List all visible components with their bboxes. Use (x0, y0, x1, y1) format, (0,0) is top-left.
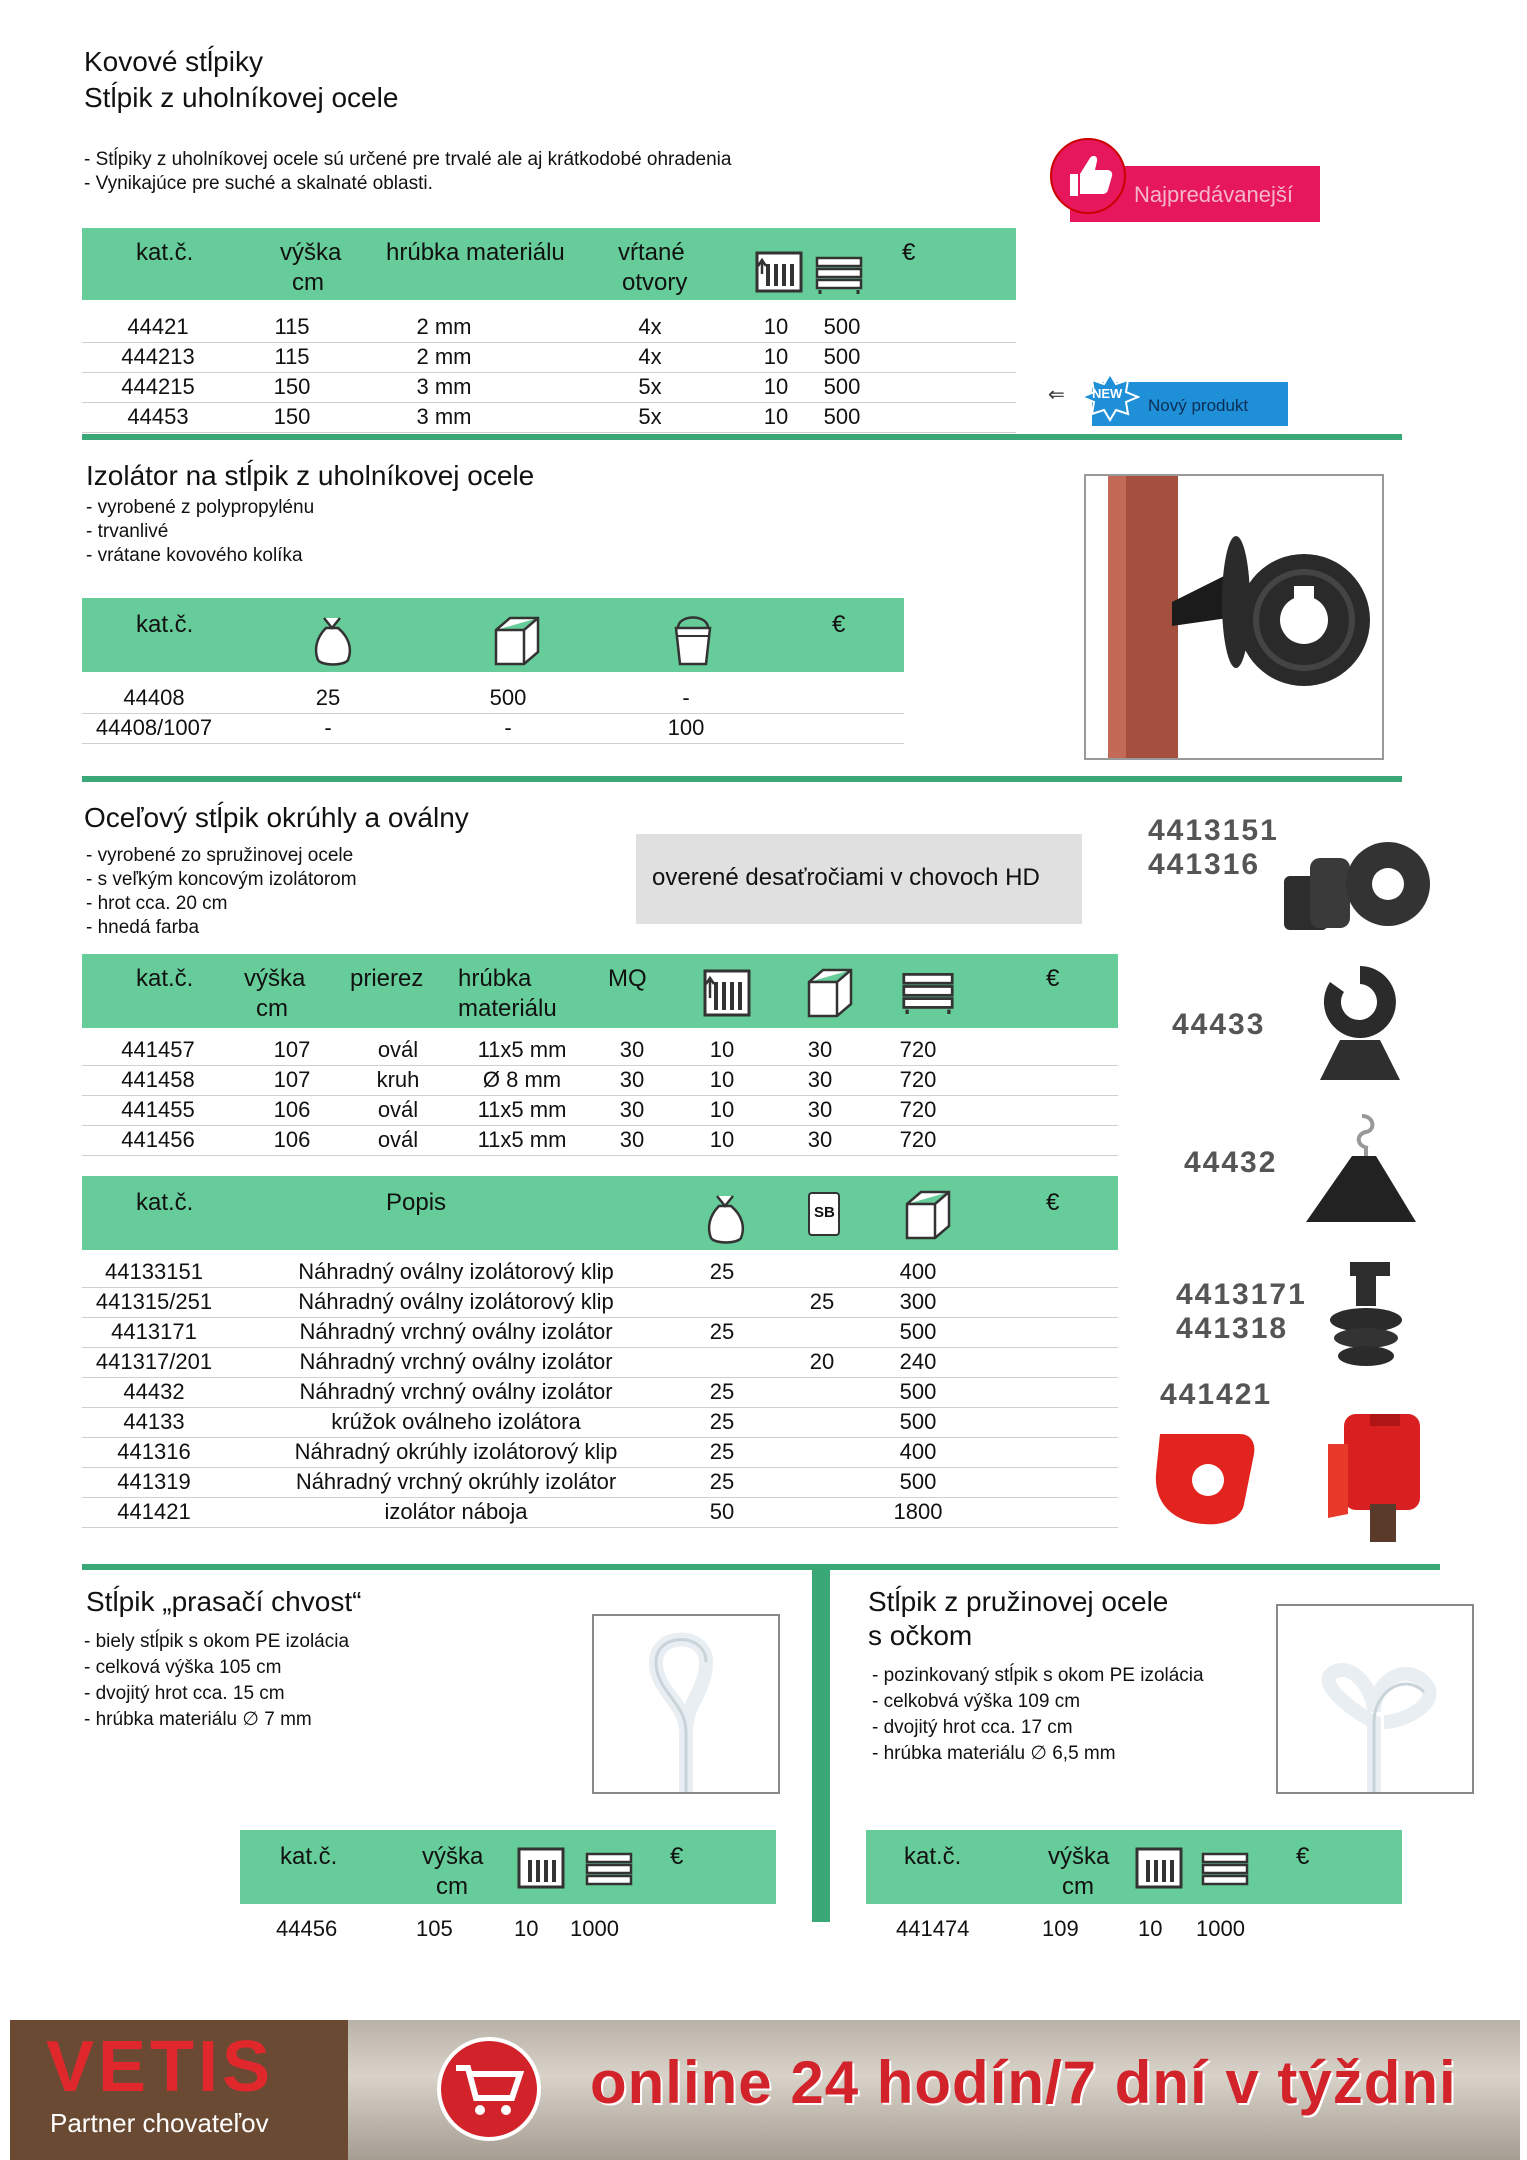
s3r-cell: 441457 (121, 1037, 195, 1062)
s5-pieces: 10 (1138, 1916, 1163, 1941)
s3p-row (82, 1497, 1118, 1528)
s1r-cell: 10 (763, 374, 789, 399)
s1r-cell: 500 (823, 404, 861, 429)
s3p-cell: Náhradný vrchný okrúhly izolátor (295, 1469, 617, 1494)
s3p-cell: 500 (899, 1409, 937, 1434)
header-price: € (1046, 1189, 1060, 1216)
s4-cat: 44456 (276, 1916, 338, 1941)
s1r-row (82, 312, 1016, 343)
new-product-badge (1048, 372, 1288, 432)
s1r-cell: 500 (823, 344, 861, 369)
section2-desc-2: - trvanlivé (86, 521, 169, 542)
s1r-cell: 444215 (121, 374, 195, 399)
s3p-cell: 300 (899, 1289, 937, 1314)
s2r-cell: 44408 (123, 685, 185, 710)
header-thickness: hrúbka (458, 965, 532, 992)
s3r-cell: 30 (807, 1067, 833, 1092)
footer-tagline: Partner chovateľov (50, 2108, 269, 2138)
s3p-cell: 240 (899, 1349, 937, 1374)
section4-desc-4: - hrúbka materiálu ∅ 7 mm (84, 1709, 312, 1730)
s3r-cell: 10 (709, 1067, 735, 1092)
s3r-cell: 10 (709, 1037, 735, 1062)
section-divider-3 (82, 1564, 1440, 1570)
shopping-cart-icon[interactable] (434, 2034, 544, 2144)
header-height: výška (422, 1843, 484, 1870)
header-cat: kat.č. (280, 1843, 338, 1870)
oval-top-insulator-image (1310, 1256, 1420, 1376)
pieces-bundle-icon (1134, 1846, 1184, 1890)
header-description: Popis (386, 1189, 447, 1216)
s1r-cell: 4x (638, 344, 662, 369)
pallet-icon (898, 970, 958, 1014)
s3p-row (82, 1407, 1118, 1438)
s3r-cell: ovál (377, 1097, 419, 1122)
s2r-cell: - (504, 715, 512, 740)
proven-note-text: overené desaťročiami v chovoch HD (652, 864, 1040, 891)
s3p-row (82, 1317, 1118, 1348)
s3p-cell: Náhradný oválny izolátorový klip (298, 1289, 614, 1314)
header-height-unit: cm (256, 995, 288, 1022)
s3r-cell: 720 (899, 1127, 937, 1152)
s1r-cell: 10 (763, 344, 789, 369)
pallet-icon (814, 254, 864, 294)
bestseller-badge (1048, 136, 1320, 226)
s3p-cell: 1800 (893, 1499, 943, 1524)
s1r-cell: 2 mm (416, 344, 472, 369)
header-cat: kat.č. (136, 239, 194, 266)
img-label-44433: 44433 (1172, 1008, 1266, 1041)
s3r-cell: 30 (807, 1037, 833, 1062)
header-height-unit: cm (1062, 1873, 1094, 1900)
s1r-cell: 500 (823, 374, 861, 399)
header-height-unit: cm (292, 269, 324, 296)
s3r-cell: 30 (619, 1067, 645, 1092)
section1-desc-2: - Vynikajúce pre suché a skalnaté oblasti. (84, 173, 433, 194)
s3r-cell: 441455 (121, 1097, 195, 1122)
s3r-cell: 30 (807, 1097, 833, 1122)
header-holes-2: otvory (622, 269, 688, 296)
s1r-cell: 115 (274, 314, 310, 339)
s3p-cell: 441316 (117, 1439, 191, 1464)
s3p-cell: 441315/251 (95, 1289, 213, 1314)
section3-desc-1: - vyrobené zo spružinovej ocele (86, 845, 354, 866)
s3p-cell: 500 (899, 1319, 937, 1344)
img-label-441318: 441318 (1176, 1312, 1289, 1345)
s3p-cell: 25 (709, 1409, 735, 1434)
s1r-row (82, 402, 1016, 433)
header-price: € (902, 239, 916, 266)
insulator-image (1086, 476, 1382, 758)
section5-desc-1: - pozinkovaný stĺpik s okom PE izolácia (872, 1665, 1204, 1686)
s5-pallet: 1000 (1196, 1916, 1245, 1941)
s3r-cell: 30 (807, 1127, 833, 1152)
pallet-icon (1200, 1850, 1250, 1890)
s1r-cell: 10 (763, 404, 789, 429)
s3p-cell: izolátor náboja (384, 1499, 528, 1524)
new-label: NEW (1092, 386, 1123, 401)
new-product-label: Nový produkt (1148, 396, 1249, 415)
s2r-cell: 100 (667, 715, 705, 740)
s3p-cell: Náhradný vrchný oválny izolátor (299, 1319, 613, 1344)
s3r-cell: ovál (377, 1127, 419, 1152)
img-label-4413151: 4413151 (1148, 814, 1279, 847)
s4-pallet: 1000 (570, 1916, 619, 1941)
s3r-cell: 11x5 mm (477, 1097, 567, 1122)
s3p-cell: 500 (899, 1469, 937, 1494)
s1r-cell: 3 mm (416, 404, 472, 429)
section4-table-header (240, 1830, 776, 1904)
section5-table-header (866, 1830, 1402, 1904)
s3p-row (82, 1467, 1118, 1498)
bag-icon (700, 1192, 750, 1246)
s3r-cell: 30 (619, 1127, 645, 1152)
header-holes: vŕtané (618, 239, 685, 266)
img-label-44432: 44432 (1184, 1146, 1278, 1179)
s3p-cell: krúžok oválneho izolátora (331, 1409, 581, 1434)
s1r-cell: 150 (273, 404, 311, 429)
header-profile: prierez (350, 965, 424, 992)
img-label-4413171: 4413171 (1176, 1278, 1307, 1311)
s1r-cell: 4x (638, 314, 662, 339)
s1r-row (82, 342, 1016, 373)
s3p-cell: Náhradný vrchný oválny izolátor (299, 1349, 613, 1374)
s3p-cell: Náhradný vrchný oválny izolátor (299, 1379, 613, 1404)
header-cat: kat.č. (136, 965, 194, 992)
s1r-cell: 150 (273, 374, 311, 399)
s3r-cell: 106 (273, 1127, 311, 1152)
s3p-cell: 25 (709, 1469, 735, 1494)
header-height: výška (280, 239, 342, 266)
section4-desc-1: - biely stĺpik s okom PE izolácia (84, 1631, 350, 1652)
s3p-cell: 25 (709, 1319, 735, 1344)
header-price: € (670, 1843, 684, 1870)
s1r-cell: 2 mm (416, 314, 472, 339)
bag-icon (310, 614, 354, 668)
section3-desc-2: - s veľkým koncovým izolátorom (86, 869, 357, 890)
pieces-bundle-icon (702, 968, 752, 1018)
s3p-cell: 44133151 (105, 1259, 203, 1284)
s3p-cell: 25 (709, 1379, 735, 1404)
s1r-cell: 44421 (127, 314, 189, 339)
s3r-row (82, 1065, 1118, 1096)
header-price: € (832, 611, 846, 638)
s3r-cell: Ø 8 mm (482, 1067, 562, 1092)
bucket-icon (670, 614, 716, 668)
section4-desc-3: - dvojitý hrot cca. 15 cm (84, 1683, 285, 1704)
img-label-441316: 441316 (1148, 848, 1261, 881)
s1r-row (82, 372, 1016, 403)
section1-table-header (82, 228, 1016, 300)
s3p-cell: 44432 (123, 1379, 185, 1404)
header-material: hrúbka materiálu (386, 239, 565, 266)
section1-subtitle: Stĺpik z uholníkovej ocele (84, 82, 399, 113)
s3p-cell: 25 (709, 1259, 735, 1284)
s3r-cell: 11x5 mm (477, 1127, 567, 1152)
s3r-cell: 441456 (121, 1127, 195, 1152)
section2-table-header (82, 598, 904, 672)
s3p-row (82, 1257, 1118, 1288)
header-height: výška (1048, 1843, 1110, 1870)
s3p-cell: 20 (809, 1349, 835, 1374)
bestseller-label: Najpredávanejší (1134, 182, 1293, 207)
s2r-row (82, 683, 904, 714)
s3r-cell: 106 (273, 1097, 311, 1122)
section1-desc-1: - Stĺpiky z uholníkovej ocele sú určené pre trvalé ale aj krátkodobé ohradenia (84, 149, 732, 170)
sb-label: SB (814, 1204, 835, 1221)
header-cat: kat.č. (136, 1189, 194, 1216)
s2r-cell: - (682, 685, 690, 710)
footer-brand-logo[interactable]: VETIS (46, 2027, 275, 2107)
oval-clip-insulator-image (1280, 836, 1440, 946)
s3p-cell: 50 (709, 1499, 735, 1524)
arrow-left-icon: ⇐ (1048, 384, 1065, 406)
section5-title: Stĺpik z pružinovej ocele (868, 1586, 1169, 1617)
section3-parts-header (82, 1176, 1118, 1250)
s1r-cell: 10 (763, 314, 789, 339)
s1r-cell: 5x (638, 374, 662, 399)
s3r-cell: 30 (619, 1037, 645, 1062)
section-divider-2 (82, 776, 1402, 782)
s3r-cell: 107 (273, 1067, 311, 1092)
s3p-cell: 400 (899, 1259, 937, 1284)
pieces-bundle-icon (516, 1846, 566, 1890)
header-cat: kat.č. (904, 1843, 962, 1870)
s5-cat: 441474 (896, 1916, 970, 1941)
section2-title: Izolátor na stĺpik z uholníkovej ocele (86, 460, 535, 491)
section1-title: Kovové stĺpiky (84, 46, 263, 77)
s2r-cell: - (324, 715, 332, 740)
s2r-row (82, 713, 904, 744)
spring-steel-post-image (1278, 1606, 1472, 1792)
s3r-cell: 10 (709, 1127, 735, 1152)
s3p-cell: 400 (899, 1439, 937, 1464)
s3p-cell: 25 (709, 1439, 735, 1464)
s3p-row (82, 1377, 1118, 1408)
section3-table-header (82, 954, 1118, 1028)
s3r-cell: 10 (709, 1097, 735, 1122)
footer-banner (10, 2020, 1520, 2160)
section5-desc-4: - hrúbka materiálu ∅ 6,5 mm (872, 1743, 1116, 1764)
pigtail-post-photo (592, 1614, 780, 1794)
s1r-cell: 3 mm (416, 374, 472, 399)
section4-desc-2: - celková výška 105 cm (84, 1657, 282, 1678)
sb-package-icon (808, 1192, 840, 1236)
s3r-cell: 720 (899, 1037, 937, 1062)
s4-pieces: 10 (514, 1916, 539, 1941)
s1r-cell: 5x (638, 404, 662, 429)
vertical-divider (812, 1570, 830, 1922)
angle-post-insulator-photo (1084, 474, 1384, 760)
s3r-cell: 11x5 mm (477, 1037, 567, 1062)
spring-steel-post-photo (1276, 1604, 1474, 1794)
s3p-cell: Náhradný okrúhly izolátorový klip (294, 1439, 618, 1464)
header-cat: kat.č. (136, 611, 194, 638)
box-icon (902, 1188, 954, 1242)
section2-desc-1: - vyrobené z polypropylénu (86, 497, 315, 518)
s3r-cell: 441458 (121, 1067, 195, 1092)
s2r-cell: 25 (315, 685, 341, 710)
img-label-441421: 441421 (1160, 1378, 1273, 1411)
s5-height: 109 (1042, 1916, 1079, 1941)
pigtail-post-image (594, 1616, 778, 1792)
header-mq: MQ (608, 965, 647, 992)
thumbs-up-icon (1048, 136, 1128, 216)
s3r-cell: 107 (273, 1037, 311, 1062)
s3r-cell: ovál (377, 1037, 419, 1062)
header-thickness-2: materiálu (458, 995, 557, 1022)
s3r-cell: kruh (376, 1067, 420, 1092)
s1r-cell: 44453 (127, 404, 189, 429)
header-height-unit: cm (436, 1873, 468, 1900)
s4-height: 105 (416, 1916, 453, 1941)
proven-note-box (636, 834, 1082, 924)
section5-desc-3: - dvojitý hrot cca. 17 cm (872, 1717, 1073, 1738)
s3p-cell: 441421 (117, 1499, 191, 1524)
s2r-cell: 44408/1007 (95, 715, 213, 740)
s3p-cell: 44133 (123, 1409, 185, 1434)
s3p-cell: 25 (809, 1289, 835, 1314)
box-icon (492, 614, 542, 668)
hub-insulator-image (1144, 1404, 1434, 1544)
section5-subtitle: s očkom (868, 1620, 973, 1651)
section3-desc-4: - hnedá farba (86, 917, 200, 938)
s1r-cell: 115 (274, 344, 310, 369)
section5-desc-2: - celkobvá výška 109 cm (872, 1691, 1081, 1712)
pieces-bundle-icon (754, 250, 804, 294)
section3-desc-3: - hrot cca. 20 cm (86, 893, 228, 914)
s3r-row (82, 1035, 1118, 1066)
header-height: výška (244, 965, 306, 992)
section3-title: Oceľový stĺpik okrúhly a oválny (84, 802, 469, 833)
s3r-cell: 720 (899, 1097, 937, 1122)
s2r-cell: 500 (489, 685, 527, 710)
box-icon (804, 966, 856, 1020)
s3p-cell: 4413171 (111, 1319, 197, 1344)
section2-desc-3: - vrátane kovového kolíka (86, 545, 303, 566)
s3p-row (82, 1347, 1118, 1378)
s3p-cell: 441317/201 (95, 1349, 213, 1374)
s3p-cell: 441319 (117, 1469, 191, 1494)
section-divider-1 (82, 434, 1402, 440)
top-insulator-image (1300, 960, 1420, 1090)
s3r-row (82, 1095, 1118, 1126)
pallet-icon (584, 1850, 634, 1890)
footer-slogan: online 24 hodín/7 dní v týždni (590, 2049, 1457, 2116)
s3p-cell: 500 (899, 1379, 937, 1404)
s1r-cell: 444213 (121, 344, 195, 369)
section4-title: Stĺpik „prasačí chvost“ (86, 1586, 362, 1617)
header-price: € (1296, 1843, 1310, 1870)
s3p-row (82, 1287, 1118, 1318)
s3p-row (82, 1437, 1118, 1468)
s1r-cell: 500 (823, 314, 861, 339)
spiral-top-insulator-image (1296, 1106, 1426, 1236)
s3r-cell: 30 (619, 1097, 645, 1122)
s3p-cell: Náhradný oválny izolátorový klip (298, 1259, 614, 1284)
s3r-cell: 720 (899, 1067, 937, 1092)
header-price: € (1046, 965, 1060, 992)
s3r-row (82, 1125, 1118, 1156)
